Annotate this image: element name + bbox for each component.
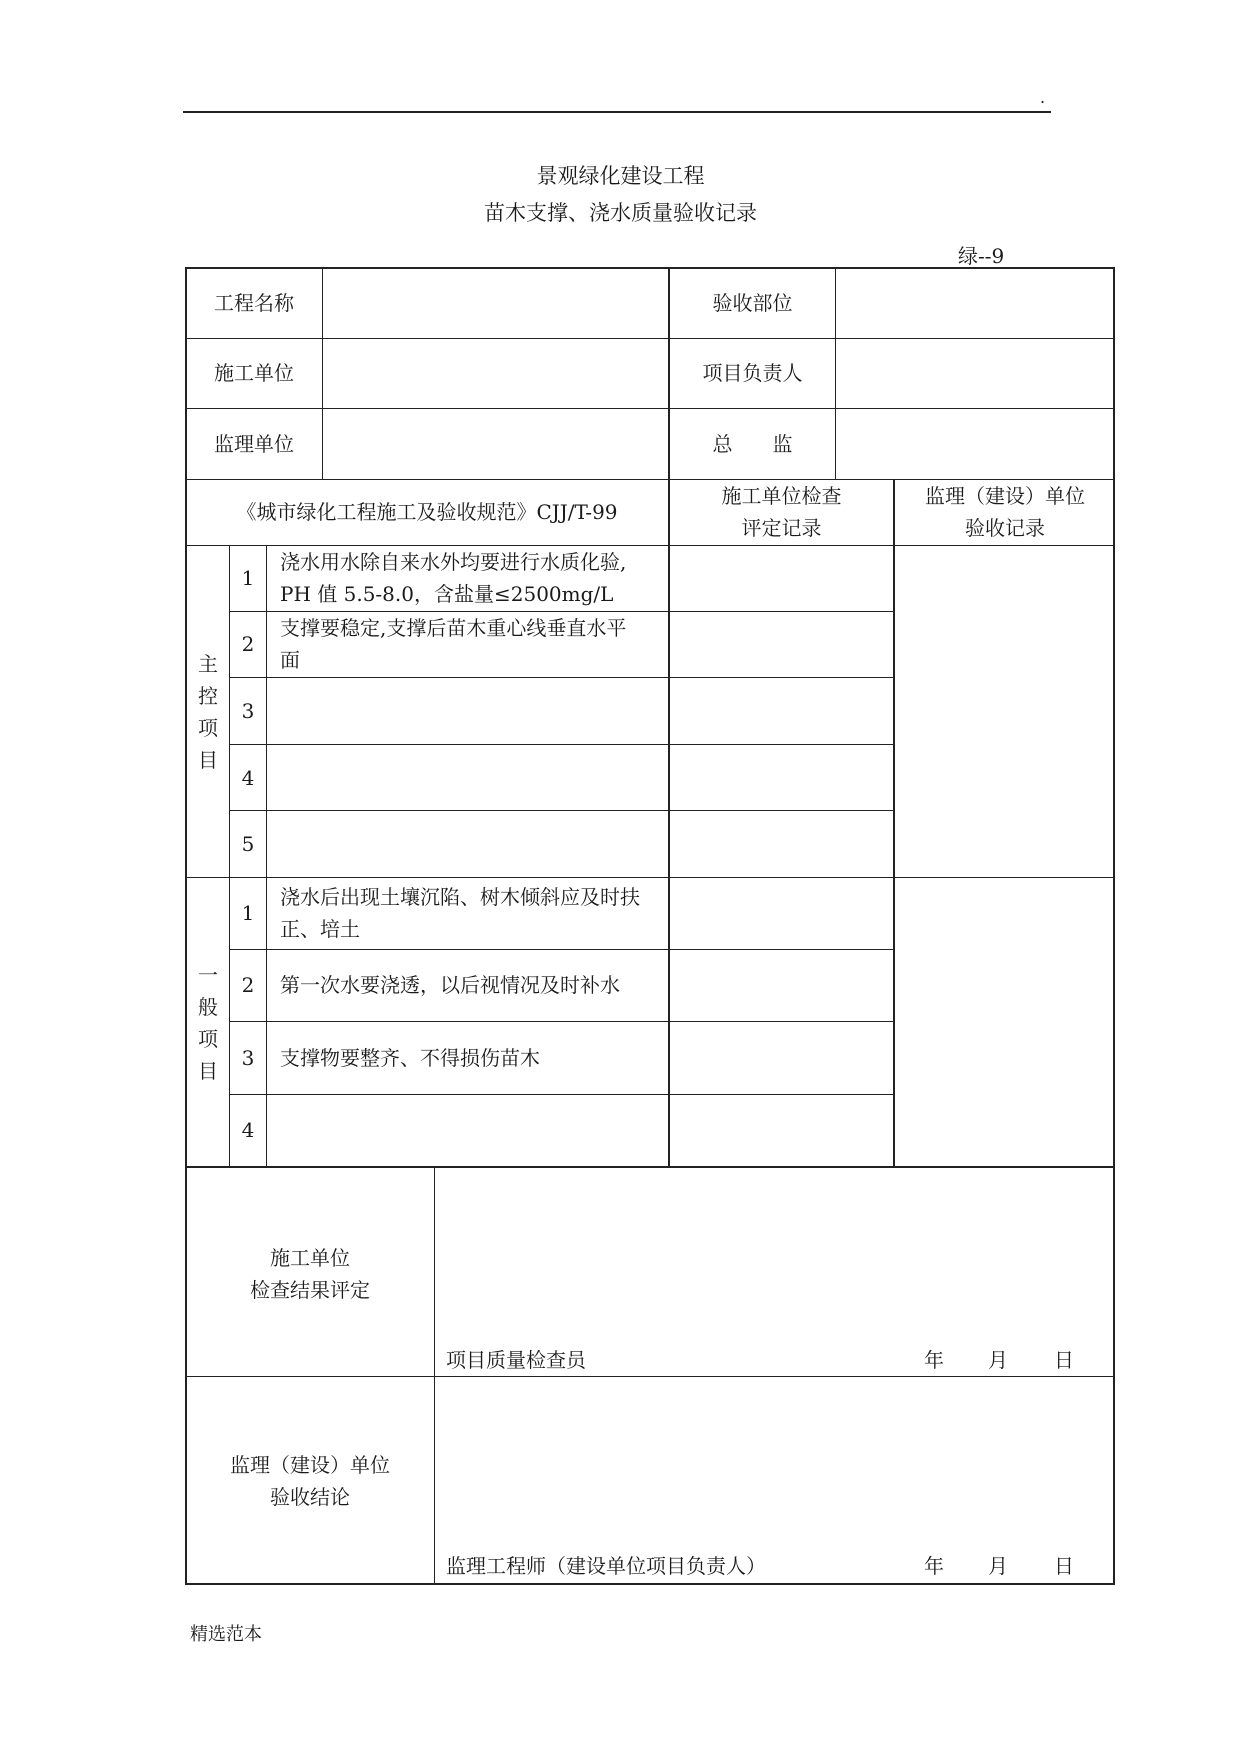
item-number: 2 [241, 973, 255, 997]
item-text: PH 值 5.5-8.0，含盐量≤2500mg/L [280, 582, 614, 606]
date-year: 年 [924, 1348, 944, 1372]
supervision-record-header-2: 验收记录 [965, 516, 1045, 540]
item-text: 第一次水要浇透，以后视情况及时补水 [280, 973, 620, 997]
item-number: 2 [241, 632, 255, 656]
general-label-char: 项 [198, 1027, 218, 1051]
supervising-engineer-signer: 监理工程师（建设单位项目负责人） [446, 1554, 766, 1578]
row-divider [185, 1376, 1115, 1377]
construction-result-label: 施工单位 [270, 1246, 350, 1270]
row-divider [229, 1021, 894, 1022]
general-label-char: 目 [198, 1059, 218, 1083]
header-rule [183, 111, 1051, 113]
date-month: 月 [988, 1348, 1008, 1372]
col-divider [266, 545, 267, 1167]
col-divider [893, 479, 895, 1167]
main-control-label-char: 项 [198, 716, 218, 740]
general-label-char: 一 [198, 963, 218, 987]
project-name-label: 工程名称 [214, 291, 294, 315]
construction-check-header-2: 评定记录 [741, 516, 822, 540]
doc-subtitle: 苗木支撑、浇水质量验收记录 [484, 201, 757, 225]
item-number: 4 [241, 1118, 255, 1142]
col-divider [434, 1166, 435, 1585]
row-divider [229, 810, 894, 811]
date-day: 日 [1054, 1554, 1074, 1578]
row-divider [185, 338, 1115, 339]
item-number: 3 [241, 699, 255, 723]
item-number: 4 [241, 766, 255, 790]
item-text: 面 [280, 648, 300, 672]
project-leader-label: 项目负责人 [702, 361, 803, 385]
supervision-record-header-1: 监理（建设）单位 [925, 484, 1085, 508]
item-number: 5 [241, 832, 255, 856]
main-control-label-char: 主 [198, 652, 218, 676]
construction-check-header-1: 施工单位检查 [721, 484, 842, 508]
main-control-label-char: 控 [198, 684, 218, 708]
item-text: 浇水用水除自来水外均要进行水质化验, [280, 550, 627, 574]
general-label-char: 般 [198, 995, 218, 1019]
date-month: 月 [988, 1554, 1008, 1578]
item-text: 支撑物要整齐、不得损伤苗木 [280, 1046, 540, 1070]
row-divider [229, 744, 894, 745]
footer-text: 精选范本 [190, 1624, 262, 1645]
row-divider [229, 949, 894, 950]
construction-unit-label: 施工单位 [214, 361, 294, 385]
item-text: 支撑要稳定,支撑后苗木重心线垂直水平 [280, 616, 627, 640]
row-divider [229, 1094, 894, 1095]
form-number: 绿--9 [958, 244, 1005, 268]
supervision-conclusion-label: 验收结论 [270, 1485, 350, 1509]
item-number: 1 [241, 901, 255, 925]
item-text: 浇水后出现土壤沉陷、树木倾斜应及时扶 [280, 885, 640, 909]
doc-title: 景观绿化建设工程 [536, 164, 705, 188]
supervision-unit-label: 监理单位 [214, 432, 294, 456]
item-text: 正、培土 [280, 917, 360, 941]
row-divider [185, 877, 1115, 878]
row-divider [229, 677, 894, 678]
chief-supervisor-label: 总 监 [712, 432, 793, 456]
date-day: 日 [1054, 1348, 1074, 1372]
quality-inspector-signer: 项目质量检查员 [446, 1348, 586, 1372]
date-year: 年 [924, 1554, 944, 1578]
acceptance-part-label: 验收部位 [712, 291, 793, 315]
main-control-label-char: 目 [198, 748, 218, 772]
col-divider [322, 267, 323, 479]
standard-reference: 《城市绿化工程施工及验收规范》CJJ/T-99 [236, 500, 618, 524]
construction-result-label: 检查结果评定 [250, 1278, 370, 1302]
item-number: 3 [241, 1046, 255, 1070]
row-divider [185, 1166, 1115, 1168]
row-divider [185, 408, 1115, 409]
col-divider [835, 267, 836, 479]
col-divider [668, 479, 670, 1167]
header-mark: . [1040, 88, 1046, 107]
item-number: 1 [241, 566, 255, 590]
supervision-conclusion-label: 监理（建设）单位 [230, 1453, 390, 1477]
